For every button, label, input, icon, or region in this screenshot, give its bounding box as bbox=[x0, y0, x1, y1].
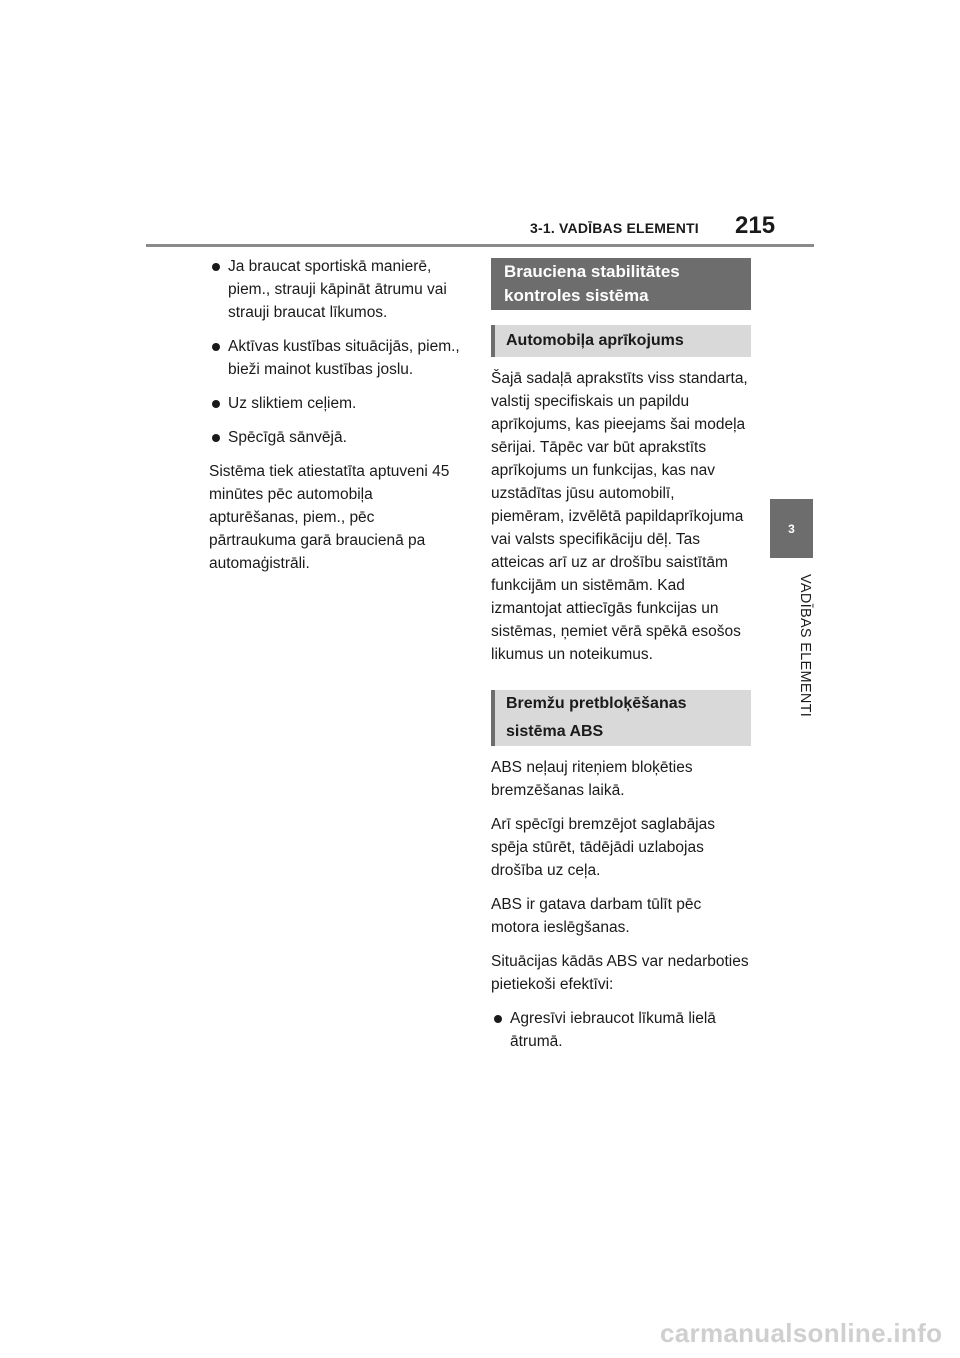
bullet-text: Spēcīgā sānvējā. bbox=[228, 429, 347, 446]
bullet-icon bbox=[494, 1015, 502, 1023]
bullet-text: Ja braucat sportiskā manierē, piem., strauji kāpināt ātrumu vai strauji braucat līkumos. bbox=[228, 258, 447, 321]
page-number: 215 bbox=[735, 212, 776, 239]
bullet-item bbox=[209, 255, 464, 324]
bullet-icon bbox=[212, 434, 220, 442]
bullet-text: Agresīvi iebraucot līkumā lielā ātrumā. bbox=[510, 1010, 716, 1050]
chapter-tab-number: 3 bbox=[770, 499, 813, 558]
chapter-tab-label: VADĪBAS ELEMENTI bbox=[797, 574, 813, 718]
body-paragraph: Arī spēcīgi bremzējot saglabājas spēja stūrēt, tādējādi uzlabojas drošība uz ceļa. bbox=[491, 816, 716, 879]
bullet-icon bbox=[212, 343, 220, 351]
bullet-item bbox=[491, 1007, 751, 1053]
right-column bbox=[491, 258, 751, 1064]
body-paragraph: Situācijas kādās ABS var nedarboties pietiekoši efektīvi: bbox=[491, 953, 749, 993]
bullet-item bbox=[209, 392, 464, 415]
left-column bbox=[209, 255, 464, 586]
bullet-text: Uz sliktiem ceļiem. bbox=[228, 395, 357, 412]
body-paragraph: Sistēma tiek atiestatīta aptuveni 45 minūtes pēc automobiļa apturēšanas, piem., pēc pārtraukuma garā braucienā pa automaģistrāli. bbox=[209, 463, 450, 572]
section-heading: Brauciena stabilitātes kontroles sistēma bbox=[491, 258, 751, 310]
body-paragraph: ABS neļauj riteņiem bloķēties bremzēšanas laikā. bbox=[491, 759, 693, 799]
bullet-icon bbox=[212, 400, 220, 408]
bullet-item bbox=[209, 335, 464, 381]
subsection-heading-abs: Bremžu pretbloķēšanas sistēma ABS bbox=[491, 690, 751, 746]
body-paragraph-equipment: Šajā sadaļā aprakstīts viss standarta, valstij specifiskais un papildu aprīkojums, kas pieejams šai modeļa sērijai. Tāpēc var būt aprakstīts aprīkojums un funkcijas, kas nav uzstādītas jūsu automobilī, piemēram, izvēlētā papildaprīkojuma vai valsts specifikāciju dēļ. Tas atteicas arī uz ar drošību saistītām funkcijām un sistēmām. Kad izmantojat attiecīgās funkcijas un sistēmas, ņemiet vērā spēkā esošos likumus un noteikumus. bbox=[491, 370, 748, 663]
bullet-text: Aktīvas kustības situācijās, piem., bieži mainot kustības joslu. bbox=[228, 338, 460, 378]
running-header-section: 3-1. VADĪBAS ELEMENTI bbox=[530, 220, 699, 236]
watermark: carmanualsonline.info bbox=[660, 1318, 943, 1348]
body-paragraph: ABS ir gatava darbam tūlīt pēc motora ieslēgšanas. bbox=[491, 896, 702, 936]
header-divider bbox=[146, 244, 814, 247]
subsection-heading-equipment: Automobiļa aprīkojums bbox=[491, 325, 751, 357]
bullet-icon bbox=[212, 263, 220, 271]
bullet-item bbox=[209, 426, 464, 449]
